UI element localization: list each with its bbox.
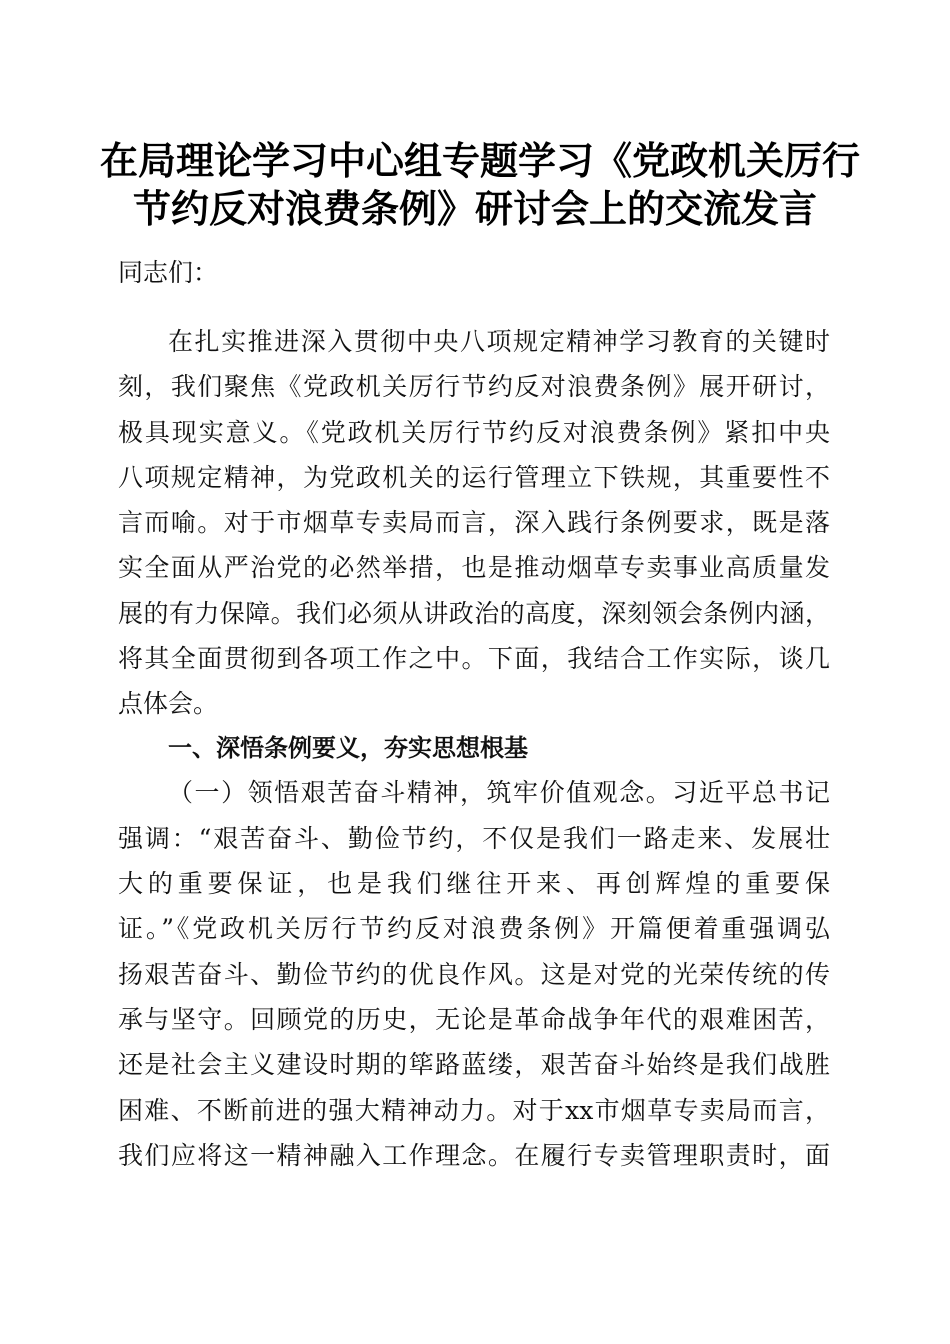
paragraph-line: 刻，我们聚焦《党政机关厉行节约反对浪费条例》展开研讨， — [118, 372, 830, 401]
paragraph-line: 扬艰苦奋斗、勤俭节约的优良作风。这是对党的光荣传统的传 — [118, 960, 830, 989]
paragraph-line: 将其全面贯彻到各项工作之中。下面，我结合工作实际，谈几 — [118, 644, 830, 673]
section-heading: 一、深悟条例要义，夯实思想根基 — [168, 734, 528, 762]
paragraph-line: （一）领悟艰苦奋斗精神，筑牢价值观念。习近平总书记 — [168, 778, 830, 807]
paragraph-line: 大的重要保证，也是我们继往开来、再创辉煌的重要保 — [118, 869, 830, 898]
paragraph-line: 点体会。 — [118, 689, 219, 718]
paragraph-line: 困难、不断前进的强大精神动力。对于xx市烟草专卖局而言， — [118, 1096, 830, 1125]
paragraph-line: 还是社会主义建设时期的筚路蓝缕，艰苦奋斗始终是我们战胜 — [118, 1050, 830, 1079]
paragraph-line: 我们应将这一精神融入工作理念。在履行专卖管理职责时，面 — [118, 1141, 830, 1170]
paragraph-line: 承与坚守。回顾党的历史，无论是革命战争年代的艰难困苦， — [118, 1005, 830, 1034]
document-title-line-2: 节约反对浪费条例》研讨会上的交流发言 — [132, 186, 817, 231]
paragraph-line: 强调：“艰苦奋斗、勤俭节约，不仅是我们一路走来、发展壮 — [118, 824, 830, 853]
paragraph-line: 展的有力保障。我们必须从讲政治的高度，深刻领会条例内涵， — [118, 599, 830, 628]
salutation: 同志们： — [118, 258, 219, 287]
paragraph-line: 八项规定精神，为党政机关的运行管理立下铁规，其重要性不 — [118, 463, 830, 492]
paragraph-line: 证。”《党政机关厉行节约反对浪费条例》开篇便着重强调弘 — [118, 914, 830, 943]
paragraph-line: 在扎实推进深入贯彻中央八项规定精神学习教育的关键时 — [168, 327, 830, 356]
paragraph-line: 实全面从严治党的必然举措，也是推动烟草专卖事业高质量发 — [118, 553, 830, 582]
document-title-line-1: 在局理论学习中心组专题学习《党政机关厉行 — [100, 138, 861, 183]
paragraph-line: 言而喻。对于市烟草专卖局而言，深入践行条例要求，既是落 — [118, 508, 830, 537]
paragraph-line: 极具现实意义。《党政机关厉行节约反对浪费条例》紧扣中央 — [118, 418, 830, 447]
